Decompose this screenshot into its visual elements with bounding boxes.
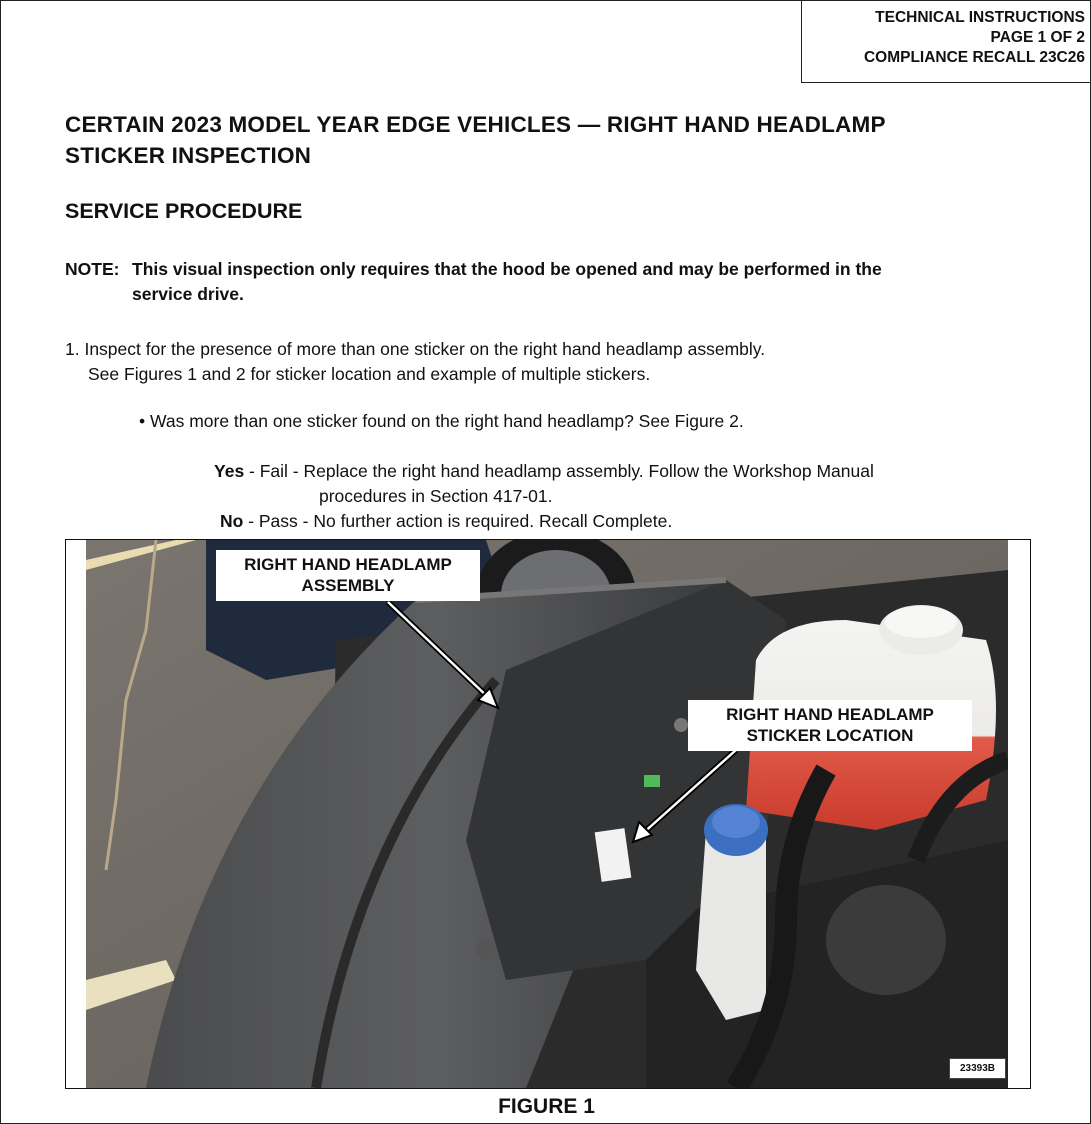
no-text: - Pass - No further action is required. Recall Complete. [243,511,673,531]
callout-1-line-1: RIGHT HAND HEADLAMP [244,555,452,574]
callout-2-line-2: STICKER LOCATION [746,726,914,745]
step-1-line-2: See Figures 1 and 2 for sticker location and example of multiple stickers. [88,364,651,384]
header-recall-number: COMPLIANCE RECALL 23C26 [863,49,1085,66]
yes-outcome-line-2: procedures in Section 417-01. [319,486,553,506]
callout-1-line-2: ASSEMBLY [301,576,395,595]
yes-outcome [214,459,874,484]
callout-sticker-location [688,700,972,751]
figure-1-frame [65,539,1031,1089]
figure-id-badge: 23393B [949,1058,1006,1079]
bolt [476,940,496,960]
document-title [65,109,1045,171]
engine-bay-photo [86,540,1008,1088]
callout-headlamp-assembly [216,550,480,601]
step-1-line-1: 1. Inspect for the presence of more than one sticker on the right hand headlamp assembly. [65,339,766,359]
note-line-2: service drive. [132,284,244,304]
yes-label: Yes [214,461,245,481]
title-line-1: CERTAIN 2023 MODEL YEAR EDGE VEHICLES — RIGHT HAND HEADLAMP [65,112,886,137]
note-label: NOTE: [65,259,120,279]
title-line-2: STICKER INSPECTION [65,143,312,168]
figure-caption: FIGURE 1 [498,1095,595,1118]
note-line-1: This visual inspection only requires that the hood be opened and may be performed in the [132,259,882,279]
header-technical-instructions: TECHNICAL INSTRUCTIONS [875,9,1085,26]
yes-text: - Fail - Replace the right hand headlamp assembly. Follow the Workshop Manual [244,461,874,481]
note-block [65,257,1035,307]
washer-cap-top [712,806,760,838]
green-tag [644,775,660,787]
inspection-question: • Was more than one sticker found on the right hand headlamp? See Figure 2. [139,411,744,431]
header-page-number: PAGE 1 OF 2 [990,29,1085,46]
no-outcome [220,509,672,534]
coolant-cap-top [885,606,957,638]
bolt-2 [674,718,688,732]
section-heading: SERVICE PROCEDURE [65,199,303,223]
engine-round-component [826,885,946,995]
header-box [801,1,1091,83]
callout-2-line-1: RIGHT HAND HEADLAMP [726,705,934,724]
no-label: No [220,511,244,531]
